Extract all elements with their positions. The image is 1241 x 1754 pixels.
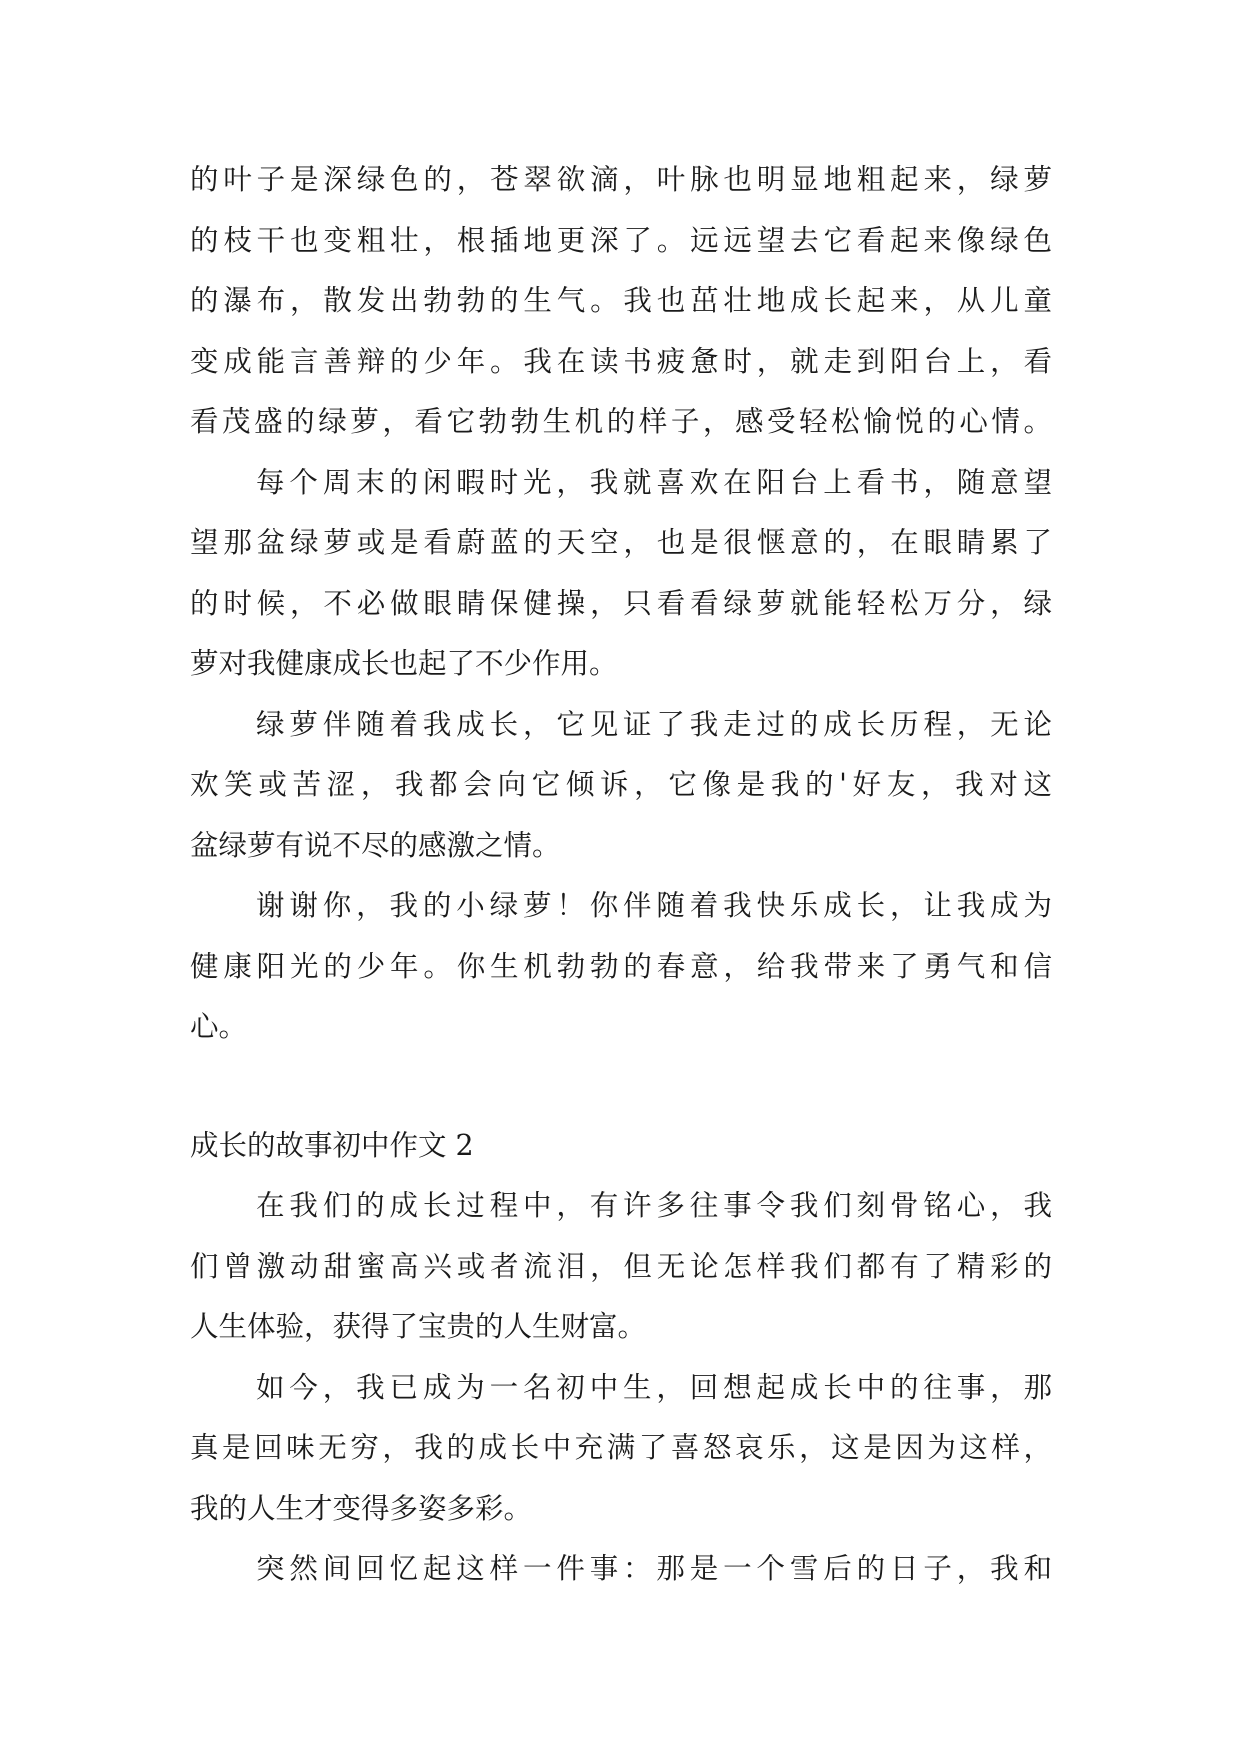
text-line: 健康阳光的少年。你生机勃勃的春意，给我带来了勇气和信 xyxy=(190,949,1052,983)
text-line: 看茂盛的绿萝，看它勃勃生机的样子，感受轻松愉悦的心情。 xyxy=(190,405,1052,438)
text-line: 我的人生才变得多姿多彩。 xyxy=(190,1491,533,1525)
text-line: 的叶子是深绿色的，苍翠欲滴，叶脉也明显地粗起来，绿萝 xyxy=(190,163,1052,196)
text-line: 人生体验，获得了宝贵的人生财富。 xyxy=(190,1310,647,1343)
paragraph xyxy=(190,1539,1052,1600)
text-line: 变成能言善辩的少年。我在读书疲惫时，就走到阳台上，看 xyxy=(190,344,1052,378)
text-line: 真是回味无穷，我的成长中充满了喜怒哀乐，这是因为这样， xyxy=(190,1431,1052,1464)
paragraph xyxy=(190,876,1052,1058)
text-line: 的时候，不必做眼睛保健操，只看看绿萝就能轻松万分，绿 xyxy=(190,586,1052,620)
text-line: 萝对我健康成长也起了不少作用。 xyxy=(190,647,618,680)
text-line: 突然间回忆起这样一件事：那是一个雪后的日子，我和 xyxy=(256,1552,1052,1585)
text-line: 欢笑或苦涩，我都会向它倾诉，它像是我的'好友，我对这 xyxy=(190,768,1052,801)
text-line: 谢谢你，我的小绿萝！你伴随着我快乐成长，让我成为 xyxy=(256,889,1052,922)
text-line: 每个周末的闲暇时光，我就喜欢在阳台上看书，随意望 xyxy=(256,465,1052,499)
paragraph xyxy=(190,453,1052,695)
section-title: 成长的故事初中作文 2 xyxy=(190,1128,474,1162)
document-body xyxy=(190,150,1052,1600)
paragraph xyxy=(190,1358,1052,1540)
text-line: 的瀑布，散发出勃勃的生气。我也茁壮地成长起来，从儿童 xyxy=(190,284,1052,317)
text-line: 在我们的成长过程中，有许多往事令我们刻骨铭心，我 xyxy=(256,1189,1052,1222)
text-line: 心。 xyxy=(190,1010,248,1043)
text-line: 望那盆绿萝或是看蔚蓝的天空，也是很惬意的，在眼睛累了 xyxy=(190,526,1052,559)
section-spacer xyxy=(190,1058,1052,1116)
text-line: 绿萝伴随着我成长，它见证了我走过的成长历程，无论 xyxy=(256,707,1052,741)
text-line: 如今，我已成为一名初中生，回想起成长中的往事，那 xyxy=(256,1370,1052,1404)
paragraph xyxy=(190,150,1052,453)
paragraph xyxy=(190,695,1052,877)
paragraph xyxy=(190,1176,1052,1358)
text-line: 们曾激动甜蜜高兴或者流泪，但无论怎样我们都有了精彩的 xyxy=(190,1249,1052,1283)
text-line: 的枝干也变粗壮，根插地更深了。远远望去它看起来像绿色 xyxy=(190,223,1052,257)
text-line: 盆绿萝有说不尽的感激之情。 xyxy=(190,828,561,862)
